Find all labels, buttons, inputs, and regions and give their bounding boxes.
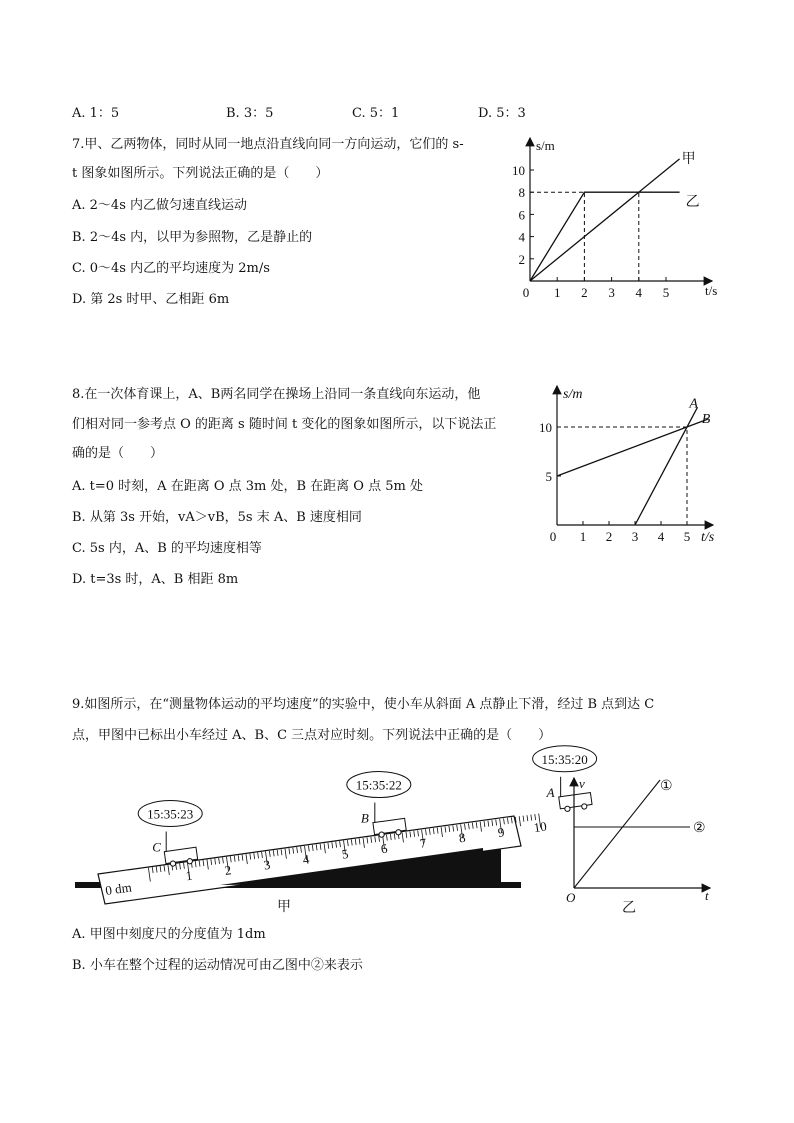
support-block — [483, 846, 501, 884]
ruler-number: 2 — [223, 862, 233, 878]
y-axis-label: s/m — [563, 387, 583, 402]
ruler-number: 3 — [262, 856, 272, 873]
q8-stem-line2: 们相对同一参考点 O 的距离 s 随时间 t 变化的图象如图所示，以下说法正 — [72, 417, 497, 432]
line-1 — [574, 780, 660, 888]
y-tick-label: 2 — [518, 251, 525, 267]
q7-stem-line1: 7.甲、乙两物体，同时从同一地点沿直线向同一方向运动，它们的 s- — [72, 137, 464, 152]
series-line-甲 — [530, 159, 680, 281]
x-tick-label: 1 — [579, 529, 587, 544]
ruler-unit-label: 0 dm — [104, 879, 133, 898]
q8-stem-line3: 确的是（ ） — [72, 446, 164, 461]
series-label-甲: 甲 — [681, 151, 696, 167]
ruler-number: 6 — [379, 840, 389, 857]
x-tick-label: 3 — [631, 529, 639, 544]
point-label-C: C — [152, 839, 161, 855]
ruler-tick — [531, 815, 532, 821]
q6-option-c: C. 5：1 — [352, 106, 400, 121]
y-axis-label: v — [579, 776, 585, 791]
q6-option-b: B. 3：5 — [226, 106, 274, 121]
cart-wheel — [396, 829, 402, 835]
q8-stem-line1: 8.在一次体育课上，A、B两名同学在操场上沿同一条直线向东运动，他 — [72, 387, 481, 402]
ruler-number: 9 — [496, 824, 506, 841]
q9-vt-graph — [560, 770, 730, 915]
ruler-number: 7 — [418, 835, 428, 851]
q8-st-chart — [527, 378, 727, 548]
y-axis-label: s/m — [536, 138, 555, 153]
q8-option-d: D. t=3s 时，A、B 相距 8m — [72, 572, 239, 587]
ruler-number: 10 — [532, 818, 548, 836]
y-tick-label: 6 — [518, 207, 525, 223]
y-tick-label: 4 — [518, 229, 525, 245]
x-tick-label: 0 — [549, 529, 557, 544]
ruler-number: 5 — [340, 845, 350, 862]
x-tick-label: 5 — [683, 529, 691, 544]
q9-incline-figure — [70, 751, 588, 916]
x-tick-label: 3 — [608, 285, 615, 300]
q7-option-d: D. 第 2s 时甲、乙相距 6m — [72, 292, 230, 307]
series-label-A: A — [689, 396, 698, 412]
q9-option-a: A. 甲图中刻度尺的分度值为 1dm — [72, 927, 266, 942]
q8-option-c: C. 5s 内，A、B 的平均速度相等 — [72, 541, 262, 556]
q8-option-a: A. t=0 时刻，A 在距离 O 点 3m 处，B 在距离 O 点 5m 处 — [72, 479, 423, 494]
x-tick-label: 2 — [605, 529, 613, 544]
time-label-B: 15:35:22 — [355, 777, 402, 793]
origin-label: O — [566, 890, 576, 905]
y-tick-label: 8 — [518, 185, 525, 201]
figure-yi-caption: 乙 — [622, 901, 636, 916]
time-label-A: 15:35:20 — [541, 751, 588, 767]
cart-wheel — [170, 861, 176, 867]
x-tick-label: 2 — [581, 285, 588, 300]
series-line-A — [635, 407, 697, 525]
y-tick-label: 10 — [512, 163, 525, 178]
series-line-乙 — [530, 192, 680, 281]
x-axis-label: t — [705, 888, 709, 903]
q6-option-d: D. 5：3 — [478, 106, 526, 121]
line-2-label: ② — [693, 821, 706, 836]
ruler-number: 4 — [301, 851, 311, 868]
series-label-B: B — [701, 412, 711, 428]
figure-jia-caption: 甲 — [277, 900, 291, 915]
q7-option-c: C. 0～4s 内乙的平均速度为 2m/s — [72, 261, 270, 276]
q6-option-a: A. 1：5 — [72, 106, 120, 121]
ruler-tick — [523, 816, 524, 822]
point-label-B: B — [360, 810, 369, 826]
q7-stem-line2: t 图象如图所示。下列说法正确的是（ ） — [72, 166, 329, 181]
q7-st-chart — [500, 128, 740, 306]
point-label-A: A — [546, 784, 555, 800]
ruler-tick — [527, 815, 528, 821]
q9-stem-line2: 点，甲图中已标出小车经过 A、B、C 三点对应时刻。下列说法中正确的是（ ） — [72, 728, 552, 743]
series-line-B — [557, 419, 708, 476]
cart-wheel — [379, 832, 385, 838]
x-tick-label: 0 — [522, 285, 530, 300]
q7-option-a: A. 2～4s 内乙做匀速直线运动 — [72, 198, 247, 213]
x-axis-label: t/s — [701, 530, 715, 545]
x-axis-label: t/s — [705, 283, 718, 298]
line-1-label: ① — [660, 779, 673, 794]
y-tick-label: 5 — [545, 469, 552, 484]
x-tick-label: 1 — [553, 285, 561, 300]
series-label-乙: 乙 — [685, 195, 700, 211]
q8-option-b: B. 从第 3s 开始，vA＞vB，5s 末 A、B 速度相同 — [72, 510, 362, 525]
y-tick-label: 10 — [539, 420, 552, 435]
q9-stem-line1: 9.如图所示，在“测量物体运动的平均速度”的实验中，使小车从斜面 A 点静止下滑，经过 B 点到达 C — [72, 697, 655, 712]
q7-option-b: B. 2～4s 内，以甲为参照物，乙是静止的 — [72, 230, 313, 245]
ruler-number: 8 — [457, 829, 467, 846]
x-tick-label: 4 — [657, 529, 665, 544]
q9-option-b: B. 小车在整个过程的运动情况可由乙图中②来表示 — [72, 958, 363, 973]
x-tick-label: 4 — [635, 285, 643, 300]
ruler-tick — [519, 816, 520, 826]
time-label-C: 15:35:23 — [147, 806, 194, 822]
ruler-number: 1 — [184, 867, 194, 884]
x-tick-label: 5 — [662, 285, 670, 300]
cart-wheel — [187, 858, 193, 864]
